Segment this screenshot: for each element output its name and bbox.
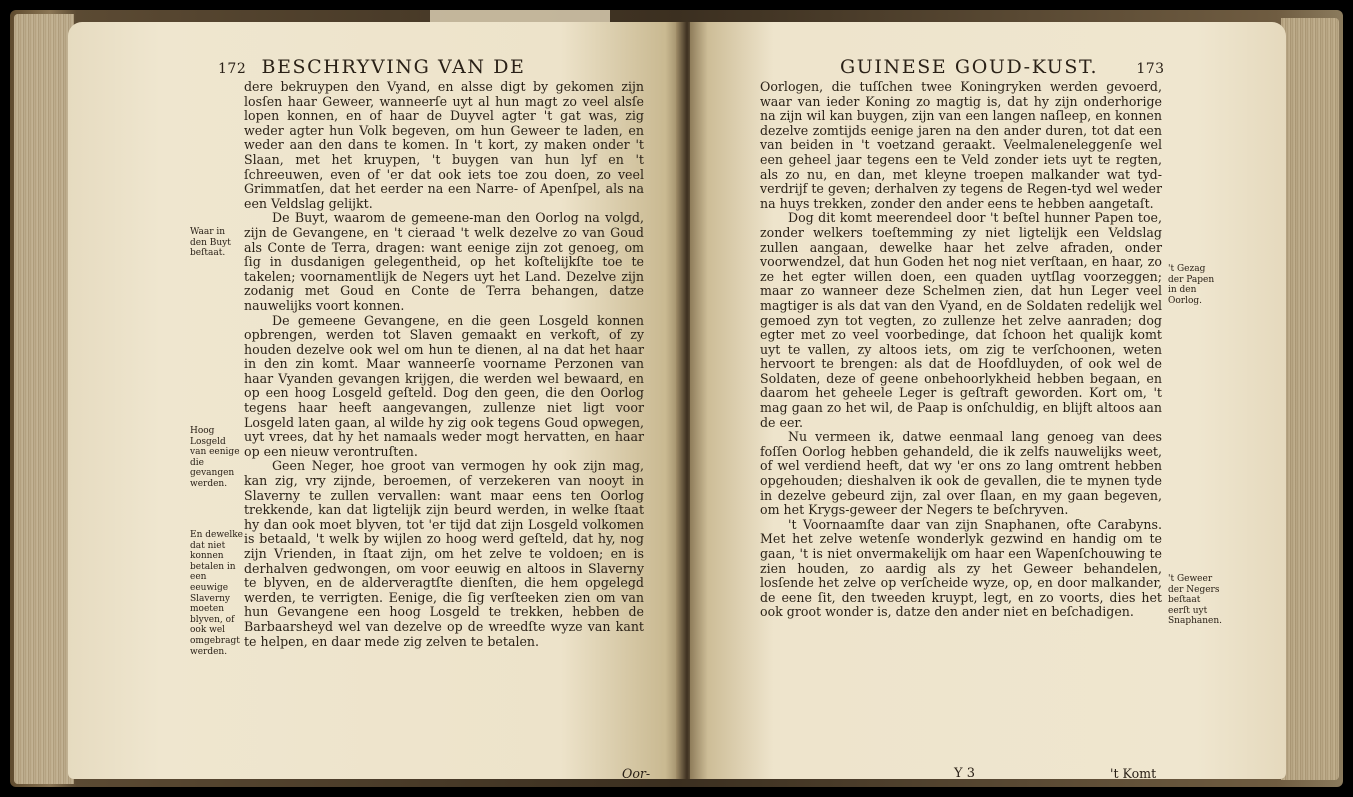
- left-running-head: [218, 56, 526, 78]
- signature-mark: Y 3: [954, 766, 975, 779]
- right-margin-note-1: 't Gezag der Papen in den Oorlog.: [1168, 264, 1215, 306]
- left-body: [244, 80, 644, 649]
- right-paragraph-3: Nu vermeen ik, datwe eenmaal lang genoeg van dees foſſen Oorlog hebben gehandeld, die ik zelfs nauwelijks weet, of wel verdiend heeft, dat wy 'er ons zo lang omtrent hebben opgehouden; dieshalven ik ook de gevallen, die te mynen tyde in dezelve gebeurd zijn, zal over ſlaan, en my gaan begeven, om het Krygs-geweer der Negers te beſchryven.: [760, 429, 1162, 518]
- left-paragraph-2: De Buyt, waarom de gemeene-man den Oorlog na volgd, zijn de Gevangene, en 't cieraad 't welk dezelve zo van Goud als Conte de Terra, dragen: want eenige zijn zot genoeg, om ſig in dusdanigen gelegentheid, op het koſtelijkſte toe te takelen; voornamentlijk de Negers uyt het Land. Dezelve zijn zodanig met Goud en Conte de Terra behangen, datze nauwelijks voort konnen.: [244, 210, 644, 313]
- right-running-head: [840, 56, 1165, 78]
- left-margin-note-1: Waar in den Buyt beſtaat.: [190, 227, 231, 259]
- left-catchword: Oor-: [622, 766, 651, 779]
- left-paragraph-4: Geen Neger, hoe groot van vermogen hy ook zijn mag, kan zig, vry zijnde, beroemen, of verzekeren van nooyt in Slaverny te zullen vervallen: want maar eens ten Oorlog trekkende, kan dat ligtelijk zijn beurd werden, in welke ſtaat hy dan ook moet blyven, tot 'er tijd dat zijn Losgeld volkomen is betaald, 't welk by wijlen zo hoog werd geſteld, dat hy, nog zijn Vrienden, in ſtaat zijn, om het zelve te voldoen; en is derhalven gedwongen, om voor eeuwig en altoos in Slaverny te blyven, en de alderveragtſte dienſten, die hem opgelegd werden, te verrigten. Eenige, die ſig verſteeken zien om van hun Gevangene een hoog Losgeld te trekken, hebben de Barbaarsheyd wel van dezelve op de wreedſte wyze van kant te helpen, en daar mede zig zelven te betalen.: [244, 458, 644, 649]
- right-catchword: 't Komt: [1110, 766, 1157, 779]
- right-page-number: 173: [1136, 61, 1165, 77]
- left-margin-note-2: Hoog Losgeld van eenige die gevangen werden.: [190, 426, 240, 489]
- right-head-title: GUINESE GOUD-KUST.: [840, 56, 1099, 78]
- right-paragraph-4: 't Voornaamſte daar van zijn Snaphanen, ofte Carabyns. Met het zelve wetenſe wonderlyk gezwind en handig om te gaan, 't is niet onvermakelijk om haar een Wapenſchouwing te zien houden, zo aardig als zy het Geweer behandelen, losſende het zelve op verſcheide wyze, op, en door malkander, de eene ſit, den tweeden kruypt, legt, en zo voorts, dies het ook groot wonder is, datze den ander niet en beſchadigen.: [760, 516, 1162, 620]
- left-paragraph-1: dere bekruypen den Vyand, en alsse digt by gekomen zijn losſen haar Geweer, wanneerſe uyt al hun magt zo veel alsſe lopen konnen, en of haar de Duyvel agter 't gat was, zig weder agter hun Volk begeven, om hun Geweer te laden, en weder aan den dans te komen. In 't kort, zy maken onder 't Slaan, met het kruypen, 't buygen van hun lyf en 't ſchreeuwen, even of 'er dat ook iets toe zou doen, zo veel Grimmatſen, dat het eerder na een Narre- of Apenſpel, als na een Veldslag gelijkt.: [244, 79, 644, 211]
- paper-tab: [430, 10, 610, 22]
- left-margin-note-3: En dewelke dat niet konnen betalen in een eeuwige Slaverny moeten blyven, of ook wel omgebragt werden.: [190, 530, 244, 657]
- left-head-title: BESCHRYVING VAN DE: [261, 56, 526, 78]
- right-paragraph-1: Oorlogen, die tuſſchen twee Koningryken werden gevoerd, waar van ieder Koning zo magtig is, dat hy zijn onderhorige na zijn wil kan buygen, zijn van een langen naſleep, en konnen dezelve zomtijds eenige jaren na den ander duren, tot dat een van beiden in 't voetzand geraakt. Veelmaleneleggenſe wel een geheel jaar tegens een te Veld zonder iets uyt te regten, als zo nu, en dan, met kleyne troepen malkander wat tyd-verdrijf te geven; derhalven zy tegens de Regen-tyd wel weder na huys trekken, zonder den ander eens te hebben aangetaſt.: [760, 79, 1162, 211]
- right-body: [760, 80, 1162, 620]
- left-page-number: 172: [218, 61, 247, 77]
- right-paragraph-2: Dog dit komt meerendeel door 't beſtel hunner Papen toe, zonder welkers toeſtemming zy niet ligtelijk een Veldslag zullen aangaan, dewelke haar het zelve afraden, onder voorwendzel, dat hun Goden het nog niet verſtaan, en haar, zo ze het egter willen doen, een quaden uytſlag voorzeggen; maar zo wanneer deze Schelmen zien, dat hun Leger veel magtiger is als dat van den Vyand, en de Soldaten redelijk wel gemoed zyn tot vegten, zo zullenze het zelve aanraden; dog egter met zo veel voorbedinge, dat ſchoon het qualijk komt uyt te vallen, zy altoos iets, om zig te verſchoonen, weten hervoort te brengen: als dat de Hoofdluyden, of ook wel de Soldaten, deze of geene onbehoorlykheid hebben begaan, en daarom het geheele Leger is geſtraft geworden. Kort om, 't mag gaan zo het wil, de Paap is onſchuldig, en blijft altoos aan de eer.: [760, 210, 1162, 430]
- right-margin-note-2: 't Geweer der Negers beſtaat eerſt uyt Snaphanen.: [1168, 574, 1223, 627]
- page-edges-right: [1281, 18, 1339, 780]
- page-edges-left: [14, 14, 74, 784]
- right-page: [690, 22, 1286, 779]
- left-page: [68, 22, 684, 779]
- left-paragraph-3: De gemeene Gevangene, en die geen Losgeld konnen opbrengen, werden tot Slaven gemaakt en verkoft, of zy houden dezelve ook wel om hun te dienen, al na dat het haar in den zin komt. Maar wanneerſe voorname Perzonen van haar Vyanden gevangen krijgen, die werden wel bewaard, en op een hoog Losgeld geſteld. Dog den geen, die den Oorlog tegens haar heeft aangevangen, zullenze niet ligt voor Losgeld laten gaan, al wilde hy zig ook tegens Goud opwegen, uyt vrees, dat hy het namaals weder mogt hervatten, en haar op een nieuw verontruſten.: [244, 312, 644, 459]
